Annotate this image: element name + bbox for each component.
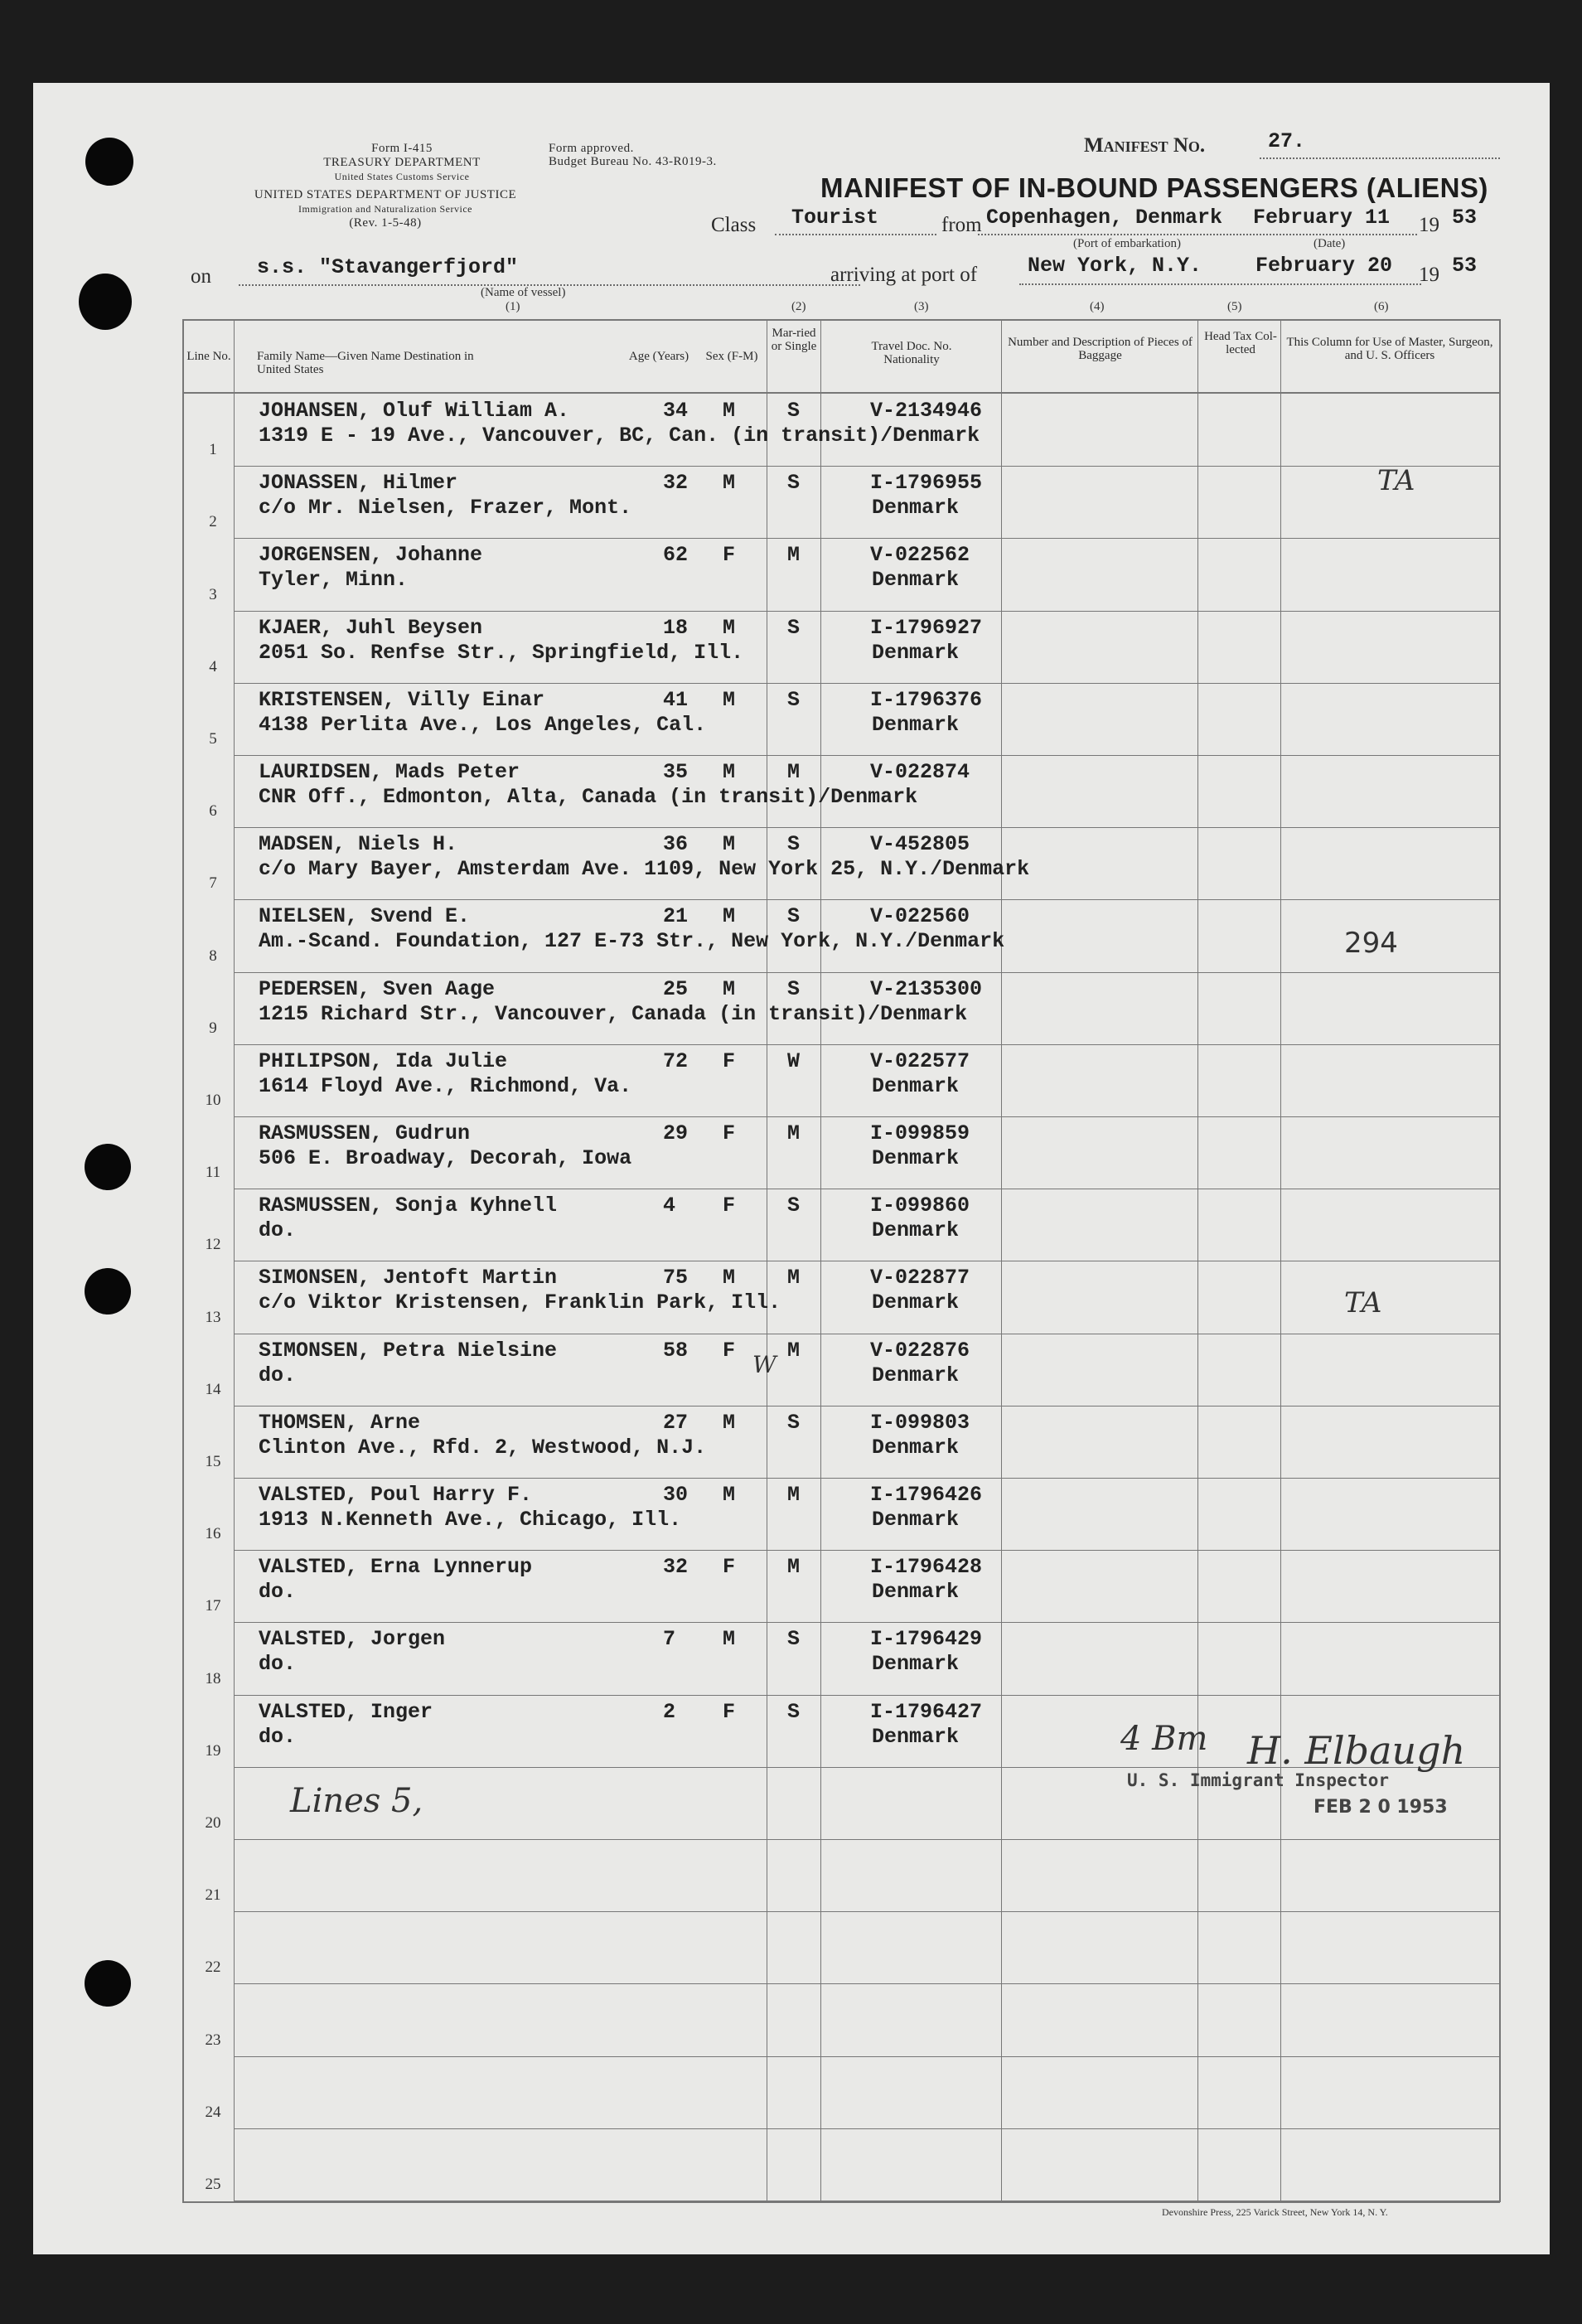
travel-doc-number: I-1796426	[870, 1483, 983, 1507]
row-line-number: 10	[205, 1092, 221, 1109]
passenger-sex: F	[723, 1121, 736, 1145]
row-divider	[234, 1839, 1500, 1840]
passenger-sex: F	[723, 1193, 736, 1218]
passenger-name: JONASSEN, Hilmer	[259, 471, 458, 495]
passenger-age: 30	[663, 1483, 689, 1507]
treasury-dept: TREASURY DEPARTMENT	[323, 156, 481, 169]
passenger-marital-status: S	[787, 904, 801, 928]
travel-doc-number: I-099860	[870, 1193, 970, 1218]
year-suffix-1: 53	[1452, 206, 1478, 230]
col-header-line-no: Line No.	[186, 350, 231, 363]
manifest-no-label: Manifest No.	[1084, 134, 1206, 157]
passenger-marital-status: S	[787, 471, 801, 495]
row-line-number: 9	[209, 1019, 217, 1037]
passenger-marital-status: S	[787, 977, 801, 1001]
on-label: on	[191, 265, 211, 288]
passenger-name: SIMONSEN, Petra Nielsine	[259, 1339, 558, 1363]
row-divider	[234, 827, 1500, 828]
year-prefix-2: 19	[1419, 264, 1439, 286]
officer-note-row2: TA	[1377, 464, 1415, 497]
passenger-name: RASMUSSEN, Sonja Kyhnell	[259, 1193, 558, 1218]
port-underline	[978, 234, 1417, 235]
customs-service: United States Customs Service	[334, 171, 470, 182]
binder-hole	[85, 1960, 131, 2007]
row-divider	[234, 466, 1500, 467]
embarkation-date: February 11	[1253, 206, 1391, 230]
passenger-name: JOHANSEN, Oluf William A.	[259, 399, 570, 423]
passenger-age: 27	[663, 1411, 689, 1435]
passenger-sex: F	[723, 1339, 736, 1363]
travel-doc-number: I-099803	[870, 1411, 970, 1435]
passenger-name: VALSTED, Inger	[259, 1700, 433, 1724]
col-header-head-tax: Head Tax Col-lected	[1204, 330, 1277, 356]
passenger-destination: do.	[259, 1725, 297, 1749]
row-divider	[234, 611, 1500, 612]
passenger-age: 18	[663, 616, 689, 640]
passenger-marital-status: M	[787, 1266, 801, 1290]
passenger-sex: M	[723, 904, 736, 928]
row-line-number: 16	[205, 1525, 221, 1542]
passenger-marital-status: S	[787, 688, 801, 712]
row-divider	[234, 1044, 1500, 1045]
nationality: Denmark	[872, 1218, 960, 1242]
travel-doc-number: V-022577	[870, 1049, 970, 1073]
row-line-number: 5	[209, 730, 217, 748]
arrival-date: February 20	[1255, 254, 1393, 278]
officer-note-row8: 294	[1344, 927, 1398, 960]
passenger-age: 58	[663, 1339, 689, 1363]
vessel-name: s.s. "Stavangerfjord"	[257, 255, 519, 279]
manifest-page	[33, 83, 1550, 2254]
year-prefix-1: 19	[1419, 214, 1439, 236]
year-suffix-2: 53	[1452, 254, 1478, 278]
row-line-number: 17	[205, 1597, 221, 1615]
passenger-age: 35	[663, 760, 689, 784]
passenger-sex: M	[723, 1411, 736, 1435]
passenger-age: 72	[663, 1049, 689, 1073]
travel-doc-number: V-2134946	[870, 399, 983, 423]
passenger-sex: F	[723, 1049, 736, 1073]
row-line-number: 8	[209, 947, 217, 965]
col-header-travel-doc: Travel Doc. No. Nationality	[871, 340, 952, 366]
passenger-destination: Clinton Ave., Rfd. 2, Westwood, N.J.	[259, 1436, 707, 1460]
passenger-age: 4	[663, 1193, 676, 1218]
nationality: Denmark	[872, 496, 960, 520]
travel-doc-number: I-1796427	[870, 1700, 983, 1724]
inspector-signature: H. Elbaugh	[1247, 1728, 1466, 1773]
passenger-age: 32	[663, 1555, 689, 1579]
passenger-destination: c/o Mr. Nielsen, Frazer, Mont.	[259, 496, 632, 520]
row-line-number: 14	[205, 1381, 221, 1398]
passenger-name: KJAER, Juhl Beysen	[259, 616, 483, 640]
page-title: MANIFEST OF IN-BOUND PASSENGERS (ALIENS)	[820, 172, 1488, 203]
table-border-bottom	[182, 2201, 1500, 2203]
passenger-name: LAURIDSEN, Mads Peter	[259, 760, 520, 784]
arriving-label: arriving at port of	[830, 264, 978, 286]
col-header-married: Mar-ried or Single	[771, 327, 817, 353]
nationality: Denmark	[872, 1508, 960, 1532]
nationality: Denmark	[872, 641, 960, 665]
passenger-destination: CNR Off., Edmonton, Alta, Canada (in transit)/Denmark	[259, 785, 918, 809]
passenger-age: 25	[663, 977, 689, 1001]
row-divider	[234, 2128, 1500, 2129]
passenger-age: 62	[663, 543, 689, 567]
col-header-baggage: Number and Description of Pieces of Baggage	[1008, 336, 1193, 362]
row-divider	[234, 1983, 1500, 1984]
row-line-number: 24	[205, 2104, 221, 2121]
embarkation-port: Copenhagen, Denmark	[986, 206, 1223, 230]
passenger-name: PEDERSEN, Sven Aage	[259, 977, 496, 1001]
row-line-number: 19	[205, 1742, 221, 1760]
row-line-number: 18	[205, 1670, 221, 1687]
passenger-destination: 2051 So. Renfse Str., Springfield, Ill.	[259, 641, 744, 665]
row-line-number: 2	[209, 513, 217, 530]
vessel-caption-num: (1)	[506, 300, 520, 313]
row-divider	[234, 1622, 1500, 1623]
nationality: Denmark	[872, 1146, 960, 1170]
passenger-name: THOMSEN, Arne	[259, 1411, 421, 1435]
passenger-marital-status: S	[787, 832, 801, 856]
passenger-destination: 1614 Floyd Ave., Richmond, Va.	[259, 1074, 632, 1098]
passenger-age: 34	[663, 399, 689, 423]
passenger-destination: 4138 Perlita Ave., Los Angeles, Cal.	[259, 713, 707, 737]
row-line-number: 20	[205, 1814, 221, 1832]
passenger-destination: do.	[259, 1580, 297, 1604]
col-header-age: Age (Years)	[628, 350, 689, 363]
class-label: Class	[711, 214, 757, 236]
table-border-top	[182, 319, 1500, 321]
passenger-name: VALSTED, Erna Lynnerup	[259, 1555, 533, 1579]
passenger-name: PHILIPSON, Ida Julie	[259, 1049, 508, 1073]
col-header-officers: This Column for Use of Master, Surgeon, and U. S. Officers	[1286, 336, 1493, 362]
nationality: Denmark	[872, 1436, 960, 1460]
passenger-destination: 1215 Richard Str., Vancouver, Canada (in transit)/Denmark	[259, 1002, 968, 1026]
travel-doc-number: V-022562	[870, 543, 970, 567]
row-line-number: 23	[205, 2031, 221, 2049]
travel-doc-number: V-022560	[870, 904, 970, 928]
row-line-number: 21	[205, 1886, 221, 1904]
passenger-age: 32	[663, 471, 689, 495]
row-divider	[234, 538, 1500, 539]
header-bottom-line	[182, 392, 1500, 394]
travel-doc-number: I-1796927	[870, 616, 983, 640]
passenger-destination: c/o Viktor Kristensen, Franklin Park, Ill.	[259, 1290, 781, 1315]
travel-doc-number: V-2135300	[870, 977, 983, 1001]
passenger-sex: M	[723, 1627, 736, 1651]
row-divider	[234, 1116, 1500, 1117]
passenger-marital-status: M	[787, 543, 801, 567]
arrival-underline	[1019, 283, 1421, 285]
passenger-age: 29	[663, 1121, 689, 1145]
ins-service: Immigration and Naturalization Service	[298, 203, 472, 215]
nationality: Denmark	[872, 1652, 960, 1676]
form-approved: Form approved.	[549, 142, 634, 155]
passenger-name: MADSEN, Niels H.	[259, 832, 458, 856]
travel-doc-number: I-1796376	[870, 688, 983, 712]
row-line-number: 3	[209, 586, 217, 603]
passenger-marital-status: S	[787, 399, 801, 423]
passenger-sex: M	[723, 616, 736, 640]
printer-footer: Devonshire Press, 225 Varick Street, New York 14, N. Y.	[1162, 2206, 1388, 2218]
col-num-6: (6)	[1374, 300, 1389, 313]
passenger-age: 7	[663, 1627, 676, 1651]
passenger-sex: M	[723, 832, 736, 856]
row-line-number: 15	[205, 1453, 221, 1470]
passenger-sex: M	[723, 688, 736, 712]
binder-hole	[79, 274, 132, 330]
col-num-3: (3)	[914, 300, 929, 313]
passenger-sex: M	[723, 977, 736, 1001]
row-line-number: 25	[205, 2176, 221, 2193]
nationality: Denmark	[872, 713, 960, 737]
passenger-sex: M	[723, 399, 736, 423]
passenger-age: 75	[663, 1266, 689, 1290]
col-header-sex: Sex (F-M)	[705, 350, 758, 363]
inspector-title: U. S. Immigrant Inspector	[1127, 1770, 1390, 1790]
nationality: Denmark	[872, 1074, 960, 1098]
binder-hole	[85, 138, 133, 186]
col-num-2: (2)	[791, 300, 806, 313]
passenger-marital-status: M	[787, 760, 801, 784]
row-line-number: 12	[205, 1236, 221, 1253]
row-line-number: 6	[209, 802, 217, 820]
row-line-number: 22	[205, 1958, 221, 1976]
inspector-initials: 4 Bm	[1120, 1720, 1208, 1758]
row-divider	[234, 755, 1500, 756]
table-border-left	[182, 319, 184, 2202]
passenger-marital-status: M	[787, 1339, 801, 1363]
row-divider	[234, 1911, 1500, 1912]
lines-note: Lines 5,	[290, 1782, 423, 1820]
col-num-5: (5)	[1227, 300, 1242, 313]
passenger-marital-status: M	[787, 1483, 801, 1507]
passenger-name: NIELSEN, Svend E.	[259, 904, 471, 928]
nationality: Denmark	[872, 1290, 960, 1315]
passenger-destination: 506 E. Broadway, Decorah, Iowa	[259, 1146, 632, 1170]
passenger-name: KRISTENSEN, Villy Einar	[259, 688, 545, 712]
row-line-number: 13	[205, 1309, 221, 1326]
row-line-number: 7	[209, 874, 217, 892]
passenger-marital-status: W	[787, 1049, 801, 1073]
sex-w-note: W	[752, 1351, 776, 1378]
passenger-destination: c/o Mary Bayer, Amsterdam Ave. 1109, New York 25, N.Y./Denmark	[259, 857, 1030, 881]
row-divider	[234, 2056, 1500, 2057]
col-header-name: Family Name—Given Name Destination in United States	[257, 350, 474, 376]
nationality: Denmark	[872, 1580, 960, 1604]
passenger-sex: F	[723, 543, 736, 567]
passenger-age: 36	[663, 832, 689, 856]
passenger-destination: Am.-Scand. Foundation, 127 E-73 Str., New York, N.Y./Denmark	[259, 929, 1005, 953]
arrival-port: New York, N.Y.	[1028, 254, 1202, 278]
form-revision: (Rev. 1-5-48)	[349, 216, 422, 230]
travel-doc-number: I-1796955	[870, 471, 983, 495]
manifest-number: 27.	[1268, 129, 1306, 153]
passenger-age: 21	[663, 904, 689, 928]
vessel-caption: (Name of vessel)	[481, 286, 566, 299]
passenger-name: RASMUSSEN, Gudrun	[259, 1121, 471, 1145]
binder-hole	[85, 1268, 131, 1315]
passenger-age: 2	[663, 1700, 676, 1724]
class-value: Tourist	[791, 206, 879, 230]
travel-doc-number: V-452805	[870, 832, 970, 856]
passenger-destination: 1913 N.Kenneth Ave., Chicago, Ill.	[259, 1508, 682, 1532]
passenger-marital-status: S	[787, 1411, 801, 1435]
passenger-sex: M	[723, 1266, 736, 1290]
passenger-marital-status: S	[787, 1700, 801, 1724]
budget-bureau: Budget Bureau No. 43-R019-3.	[549, 155, 717, 168]
date-caption: (Date)	[1313, 237, 1346, 250]
travel-doc-number: V-022876	[870, 1339, 970, 1363]
passenger-sex: M	[723, 471, 736, 495]
row-divider	[234, 1695, 1500, 1696]
passenger-sex: F	[723, 1555, 736, 1579]
travel-doc-number: I-099859	[870, 1121, 970, 1145]
date-stamp: FEB 2 0 1953	[1313, 1797, 1448, 1818]
travel-doc-number: I-1796428	[870, 1555, 983, 1579]
travel-doc-number: I-1796429	[870, 1627, 983, 1651]
row-divider	[234, 1550, 1500, 1551]
nationality: Denmark	[872, 1363, 960, 1387]
passenger-sex: M	[723, 1483, 736, 1507]
form-number: Form I-415	[371, 142, 433, 155]
row-divider	[234, 972, 1500, 973]
nationality: Denmark	[872, 1725, 960, 1749]
officer-note-row13: TA	[1344, 1286, 1382, 1319]
class-underline	[775, 234, 936, 235]
from-label: from	[941, 214, 982, 236]
nationality: Denmark	[872, 568, 960, 592]
row-divider	[234, 899, 1500, 900]
passenger-name: JORGENSEN, Johanne	[259, 543, 483, 567]
manifest-no-underline	[1260, 157, 1500, 159]
passenger-destination: Tyler, Minn.	[259, 568, 409, 592]
port-caption: (Port of embarkation)	[1073, 237, 1181, 250]
passenger-destination: do.	[259, 1363, 297, 1387]
passenger-marital-status: S	[787, 1627, 801, 1651]
passenger-age: 41	[663, 688, 689, 712]
justice-dept: UNITED STATES DEPARTMENT OF JUSTICE	[254, 188, 517, 201]
row-line-number: 1	[209, 441, 217, 458]
passenger-sex: M	[723, 760, 736, 784]
col-num-4: (4)	[1090, 300, 1105, 313]
passenger-marital-status: S	[787, 616, 801, 640]
row-divider	[234, 1406, 1500, 1407]
row-line-number: 4	[209, 658, 217, 675]
passenger-sex: F	[723, 1700, 736, 1724]
passenger-marital-status: S	[787, 1193, 801, 1218]
passenger-destination: do.	[259, 1652, 297, 1676]
travel-doc-number: V-022874	[870, 760, 970, 784]
passenger-name: VALSTED, Poul Harry F.	[259, 1483, 533, 1507]
row-line-number: 11	[205, 1164, 221, 1181]
passenger-marital-status: M	[787, 1121, 801, 1145]
row-divider	[234, 683, 1500, 684]
passenger-destination: do.	[259, 1218, 297, 1242]
passenger-name: VALSTED, Jorgen	[259, 1627, 446, 1651]
travel-doc-number: V-022877	[870, 1266, 970, 1290]
passenger-marital-status: M	[787, 1555, 801, 1579]
row-divider	[234, 1478, 1500, 1479]
passenger-destination: 1319 E - 19 Ave., Vancouver, BC, Can. (in transit)/Denmark	[259, 424, 980, 448]
passenger-name: SIMONSEN, Jentoft Martin	[259, 1266, 558, 1290]
binder-hole	[85, 1144, 131, 1190]
